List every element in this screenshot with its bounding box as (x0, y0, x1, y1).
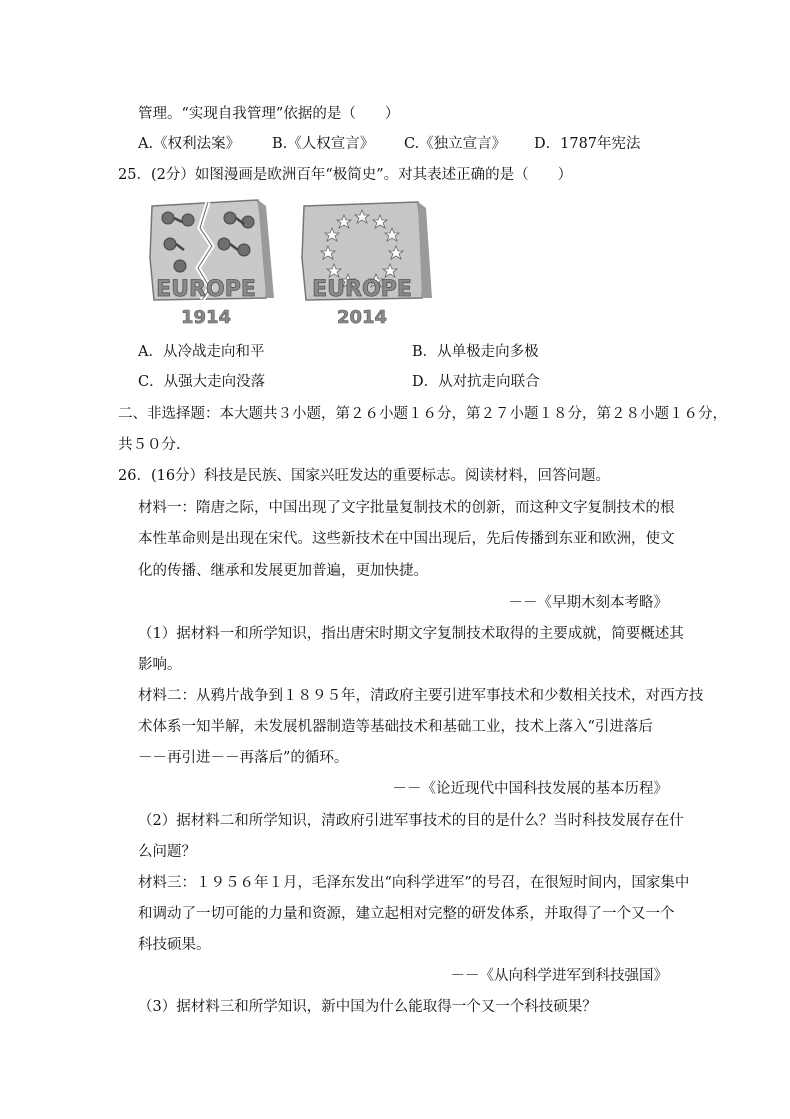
q26-source2: －－《论近现代中国科技发展的基本历程》 (392, 781, 668, 797)
q26-material2-line3: －－再引进－－再落后”的循环。 (138, 750, 349, 766)
q26-source3: －－《从向科学进军到科技强国》 (450, 968, 668, 984)
cartoon-europe-2014 (294, 198, 434, 328)
q24-stem-tail: 管理。“实现自我管理”依据的是（ ） (138, 106, 400, 122)
q26-source1: －－《早期木刻本考略》 (508, 595, 668, 611)
cartoon-europe-1914 (140, 198, 275, 328)
q25-stem: 25．(2分）如图漫画是欧洲百年“极简史”。对其表述正确的是（ ） (118, 167, 573, 183)
q26-question1-line2: 影响。 (138, 657, 182, 673)
cartoon-2014-year: 2014 (336, 307, 388, 328)
cartoon-1914-word: EUROPE (156, 277, 256, 302)
q26-material3-line1: 材料三：１９５６年１月，毛泽东发出“向科学进军”的号召，在很短时间内，国家集中 (138, 875, 690, 891)
q24-option-b: B.《人权宣言》 (272, 136, 375, 152)
q26-question2-line1: （2）据材料二和所学知识，清政府引进军事技术的目的是什么？当时科技发展存在什 (138, 813, 684, 829)
q25-option-d: D．从对抗走向联合 (412, 374, 540, 390)
q24-option-d: D．1787年宪法 (534, 136, 641, 152)
q26-material1-line3: 化的传播、继承和发展更加普遍，更加快捷。 (138, 563, 428, 579)
q26-question3: （3）据材料三和所学知识，新中国为什么能取得一个又一个科技硕果？ (138, 999, 597, 1015)
q25-option-b: B．从单极走向多极 (412, 344, 539, 360)
q26-material1-line2: 本性革命则是出现在宋代。这些新技术在中国出现后，先后传播到东亚和欧洲，使文 (138, 531, 675, 547)
q24-option-a: A.《权利法案》 (138, 136, 241, 152)
q26-question1-line1: （1）据材料一和所学知识，指出唐宋时期文字复制技术取得的主要成就，简要概述其 (138, 626, 684, 642)
q25-option-a: A．从冷战走向和平 (138, 344, 265, 360)
q26-material1-line1: 材料一：隋唐之际，中国出现了文字批量复制技术的创新，而这种文字复制技术的根 (138, 500, 675, 516)
q26-material3-line2: 和调动了一切可能的力量和资源，建立起相对完整的研发体系，并取得了一个又一个 (138, 906, 675, 922)
q25-option-c: C．从强大走向没落 (138, 374, 266, 390)
q26-material3-line3: 科技硕果。 (138, 937, 211, 953)
q26-material2-line2: 术体系一知半解，未发展机器制造等基础技术和基础工业，技术上落入“引进落后 (138, 719, 653, 735)
q26-stem: 26．(16分）科技是民族、国家兴旺发达的重要标志。阅读材料，回答问题。 (118, 468, 611, 484)
section2-header-line1: 二、非选择题：本大题共３小题，第２６小题１６分，第２７小题１８分，第２８小题１６分， (118, 406, 727, 422)
q24-option-c: C.《独立宣言》 (404, 136, 507, 152)
q26-question2-line2: 么问题？ (138, 844, 196, 860)
cartoon-1914-year: 1914 (180, 307, 232, 328)
cartoon-2014-word: EUROPE (312, 277, 412, 302)
section2-header-line2: 共５０分. (118, 437, 181, 453)
q26-material2-line1: 材料二：从鸦片战争到１８９５年，清政府主要引进军事技术和少数相关技术，对西方技 (138, 688, 704, 704)
